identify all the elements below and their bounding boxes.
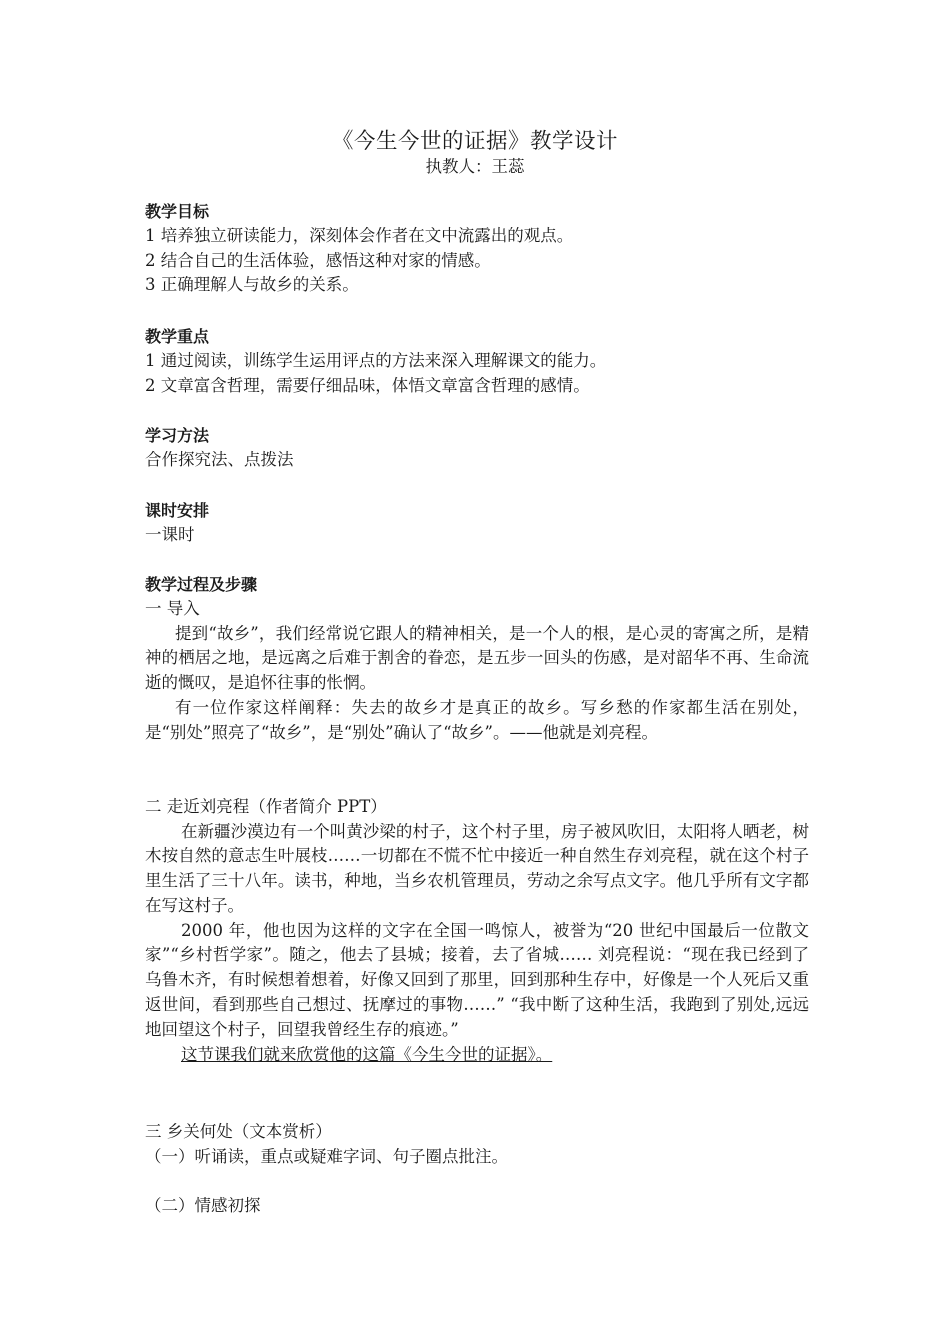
document-byline: 执教人：王蕊 xyxy=(425,157,525,176)
goals-section xyxy=(145,199,809,298)
step2-closing-line xyxy=(145,1043,809,1068)
step1-paragraph: 提到“故乡”，我们经常说它跟人的精神相关，是一个人的根，是心灵的寄寓之所，是精神的栖居之地，是远离之后难于割舍的眷恋，是五步一回头的伤感，是对韶华不再、生命流逝的慨叹，是追怀往事的怅惘。 xyxy=(145,623,809,693)
step3-section xyxy=(145,1120,809,1169)
schedule-section xyxy=(145,498,809,548)
step1-paragraph: 有一位作家这样阐释：失去的故乡才是真正的故乡。写乡愁的作家都生活在别处，是“别处”照亮了“故乡”，是“别处”确认了“故乡”。——他就是刘亮程。 xyxy=(145,697,809,742)
document-title: 《今生今世的证据》教学设计 xyxy=(331,129,618,154)
key-points-heading: 教学重点 xyxy=(145,327,210,346)
goals-heading: 教学目标 xyxy=(145,202,210,221)
process-section xyxy=(145,572,809,745)
step3-subitem: （一）听诵读，重点或疑难字词、句子圈点批注。 xyxy=(145,1146,508,1166)
step2-section xyxy=(145,795,809,1067)
step3-title: 三 乡关何处（文本赏析） xyxy=(145,1122,332,1141)
methods-section xyxy=(145,423,809,473)
key-point-item: 2 文章富含哲理，需要仔细品味，体悟文章富含哲理的感情。 xyxy=(145,375,590,395)
process-heading: 教学过程及步骤 xyxy=(145,575,258,594)
step2-title: 二 走近刘亮程（作者简介 PPT） xyxy=(145,797,387,816)
step1-title: 一 导入 xyxy=(145,599,200,618)
step2-closing-text: 这节课我们就来欣赏他的这篇《今生今世的证据》。 xyxy=(181,1044,553,1064)
key-points-section xyxy=(145,324,809,398)
step3-subitem: （二）情感初探 xyxy=(145,1196,261,1215)
step2-paragraph: 在新疆沙漠边有一个叫黄沙梁的村子，这个村子里，房子被风吹旧，太阳将人晒老，树木按自然的意志生叶展枝……一切都在不慌不忙中接近一种自然生存刘亮程，就在这个村子里生活了三十八年。读书，种地，当乡农机管理员，劳动之余写点文字。他几乎所有文字都在写这村子。 xyxy=(145,821,809,915)
key-point-item: 1 通过阅读，训练学生运用评点的方法来深入理解课文的能力。 xyxy=(145,351,607,370)
schedule-text: 一课时 xyxy=(145,525,195,544)
goal-item: 2 结合自己的生活体验，感悟这种对家的情感。 xyxy=(145,250,491,270)
goal-item: 1 培养独立研读能力，深刻体会作者在文中流露出的观点。 xyxy=(145,226,574,245)
step2-paragraph: 2000 年，他也因为这样的文字在全国一鸣惊人，被誉为“20 世纪中国最后一位散文家”“乡村哲学家”。随之，他去了县城；接着，去了省城…… 刘亮程说：“现在我已经到了乌鲁木齐，有时候想着想着，好像又回到了那里，回到那种生存中，好像是一个人死后又重返世间，看到那些自己想过、抚摩过的事物……” “我中断了这种生活，我跑到了别处,远远地回望这个村子，回望我曾经生存的痕迹。” xyxy=(145,920,809,1039)
methods-heading: 学习方法 xyxy=(145,426,210,445)
goal-item: 3 正确理解人与故乡的关系。 xyxy=(145,275,359,294)
schedule-heading: 课时安排 xyxy=(145,501,210,520)
methods-text: 合作探究法、点拨法 xyxy=(145,450,294,469)
step3-subsection xyxy=(145,1194,809,1219)
